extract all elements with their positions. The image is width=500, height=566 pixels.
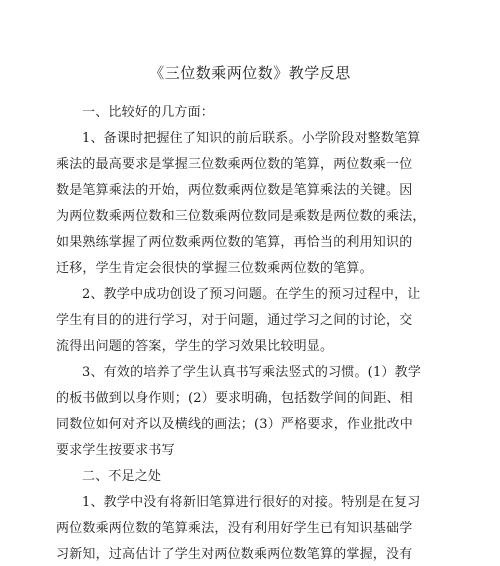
text-line: 习新知，过高估计了学生对两位数乘两位数笔算的掌握，没有 bbox=[56, 547, 413, 562]
text-line: 流得出问题的答案，学生的学习效果比较明显。 bbox=[56, 339, 334, 354]
text-line: 迁移，学生肯定会很快的掌握三位数乘两位数的笔算。 bbox=[56, 261, 373, 276]
text-line: 数是笔算乘法的开始，两位数乘两位数是笔算乘法的关键。因 bbox=[56, 183, 413, 198]
text-line: 为两位数乘两位数和三位数乘两位数同是乘数是两位数的乘法， bbox=[56, 209, 426, 224]
document-body bbox=[56, 100, 426, 566]
text-line: 二、不足之处 bbox=[82, 469, 162, 484]
text-line: 的板书做到以身作则；(2）要求明确，包括数学间的间距、相 bbox=[56, 391, 413, 406]
text-line: 1、教学中没有将新旧笔算进行很好的对接。特别是在复习 bbox=[82, 495, 421, 510]
text-line: 一、比较好的几方面： bbox=[82, 105, 215, 120]
text-line: 如果熟练掌握了两位数乘两位数的笔算，再恰当的利用知识的 bbox=[56, 235, 413, 250]
text-line: 同数位如何对齐以及横线的画法；(3）严格要求，作业批改中 bbox=[56, 417, 413, 432]
text-line: 两位数乘两位数的笔算乘法，没有利用好学生已有知识基础学 bbox=[56, 521, 413, 536]
text-line: 3、有效的培养了学生认真书写乘法竖式的习惯。(1）教学 bbox=[82, 365, 422, 380]
document-title: 《三位数乘两位数》教学反思 bbox=[149, 64, 351, 82]
text-line: 2、教学中成功创设了预习问题。在学生的预习过程中，让 bbox=[82, 287, 421, 302]
text-line: 乘法的最高要求是掌握三位数乘两位数的笔算，两位数乘一位 bbox=[56, 157, 413, 172]
text-line: 要求学生按要求书写 bbox=[56, 443, 175, 458]
text-line: 学生有目的的进行学习，对于问题，通过学习之间的讨论，交 bbox=[56, 313, 413, 328]
text-line: 1、备课时把握住了知识的前后联系。小学阶段对整数笔算 bbox=[82, 131, 421, 146]
